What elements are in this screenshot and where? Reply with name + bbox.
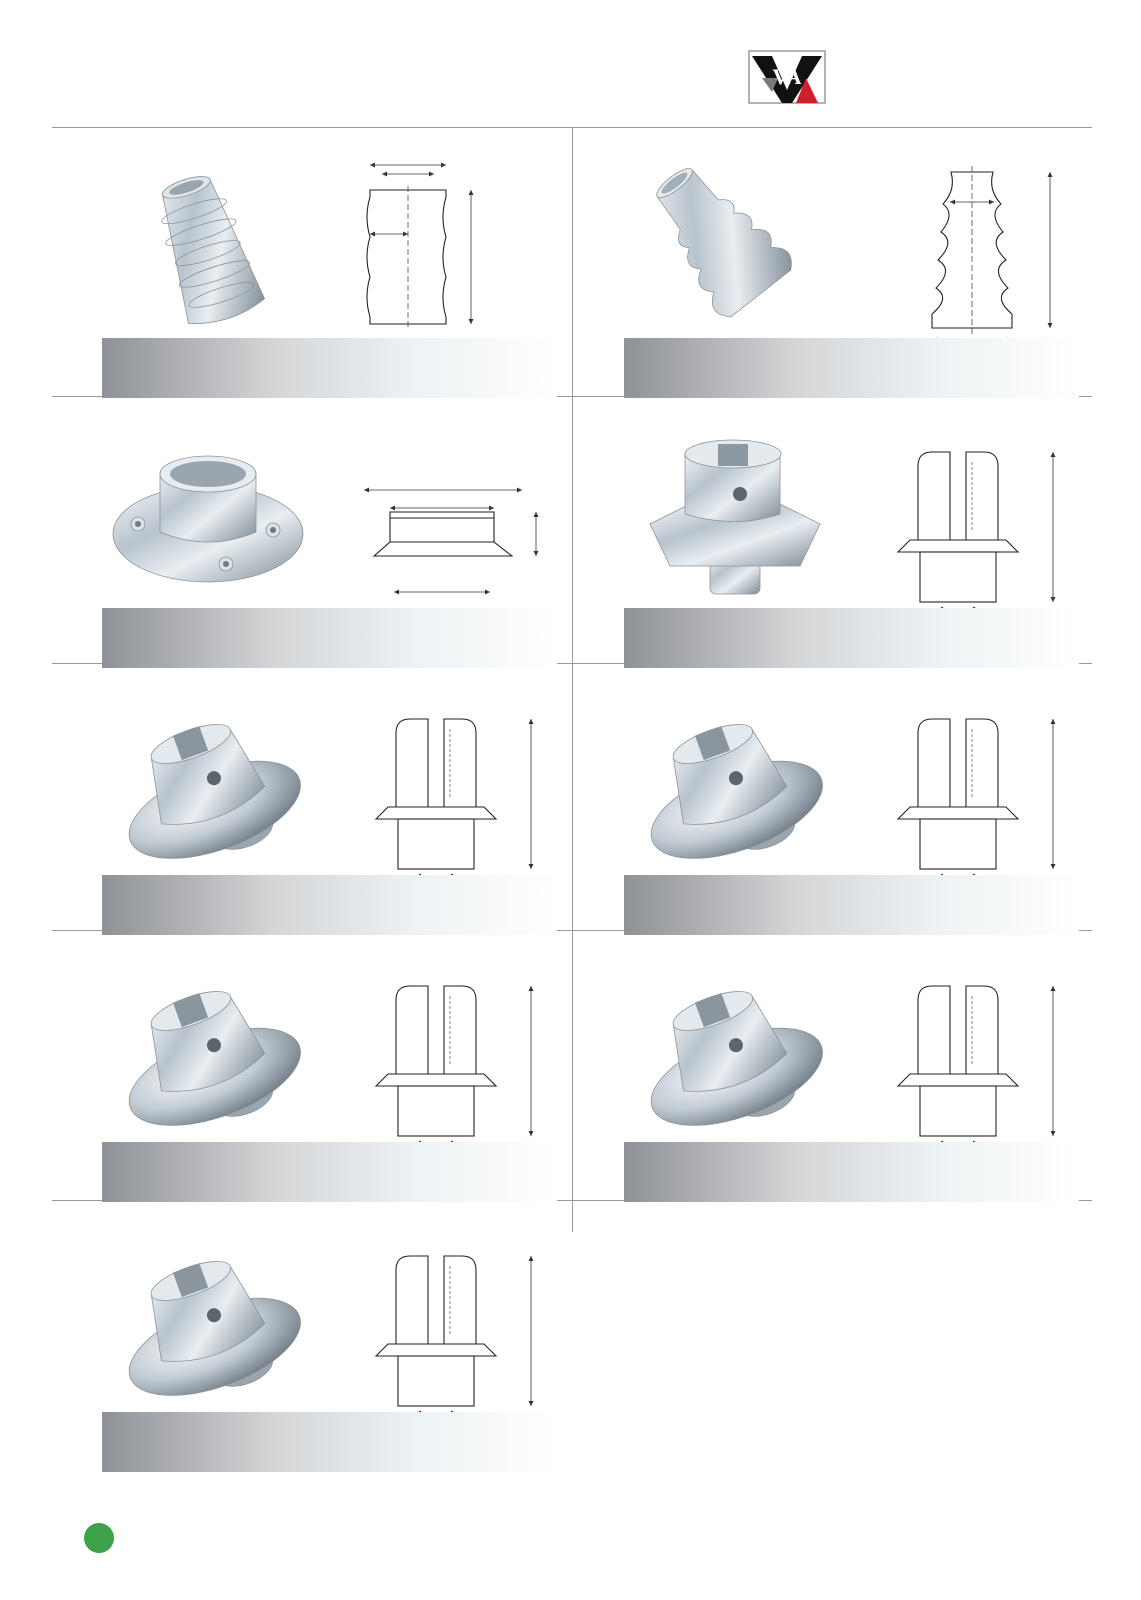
product-photo (108, 701, 308, 871)
product-card (52, 398, 572, 670)
caption-box (102, 1142, 557, 1202)
caption-box (102, 338, 557, 398)
product-card (52, 128, 572, 400)
caption-box (624, 338, 1079, 398)
product-card (574, 665, 1094, 937)
product-card (52, 932, 572, 1204)
product-card (574, 128, 1094, 400)
product-photo (108, 1238, 308, 1408)
product-card (52, 665, 572, 937)
product-photo (108, 968, 308, 1138)
technical-drawing (838, 162, 1088, 342)
page-number-badge (84, 1523, 114, 1553)
caption-box (624, 875, 1079, 935)
product-photo (630, 164, 830, 334)
technical-drawing (316, 1236, 566, 1416)
logo-mark-icon (748, 48, 826, 106)
column-divider (572, 127, 573, 1232)
product-photo (630, 434, 830, 604)
company-logo (748, 46, 1108, 108)
product-photo (630, 968, 830, 1138)
caption-box (624, 608, 1079, 668)
product-photo (108, 164, 308, 334)
product-photo (108, 434, 308, 604)
product-card (574, 398, 1094, 670)
caption-box (102, 1412, 557, 1472)
technical-drawing (316, 699, 566, 879)
technical-drawing (316, 432, 566, 612)
technical-drawing (316, 162, 566, 342)
caption-box (102, 875, 557, 935)
caption-box (624, 1142, 1079, 1202)
product-photo (630, 701, 830, 871)
svg-text:VA: VA (772, 64, 802, 89)
caption-box (102, 608, 557, 668)
technical-drawing (838, 966, 1088, 1146)
technical-drawing (316, 966, 566, 1146)
product-card (52, 1202, 572, 1474)
technical-drawing (838, 432, 1088, 612)
technical-drawing (838, 699, 1088, 879)
product-card (574, 932, 1094, 1204)
